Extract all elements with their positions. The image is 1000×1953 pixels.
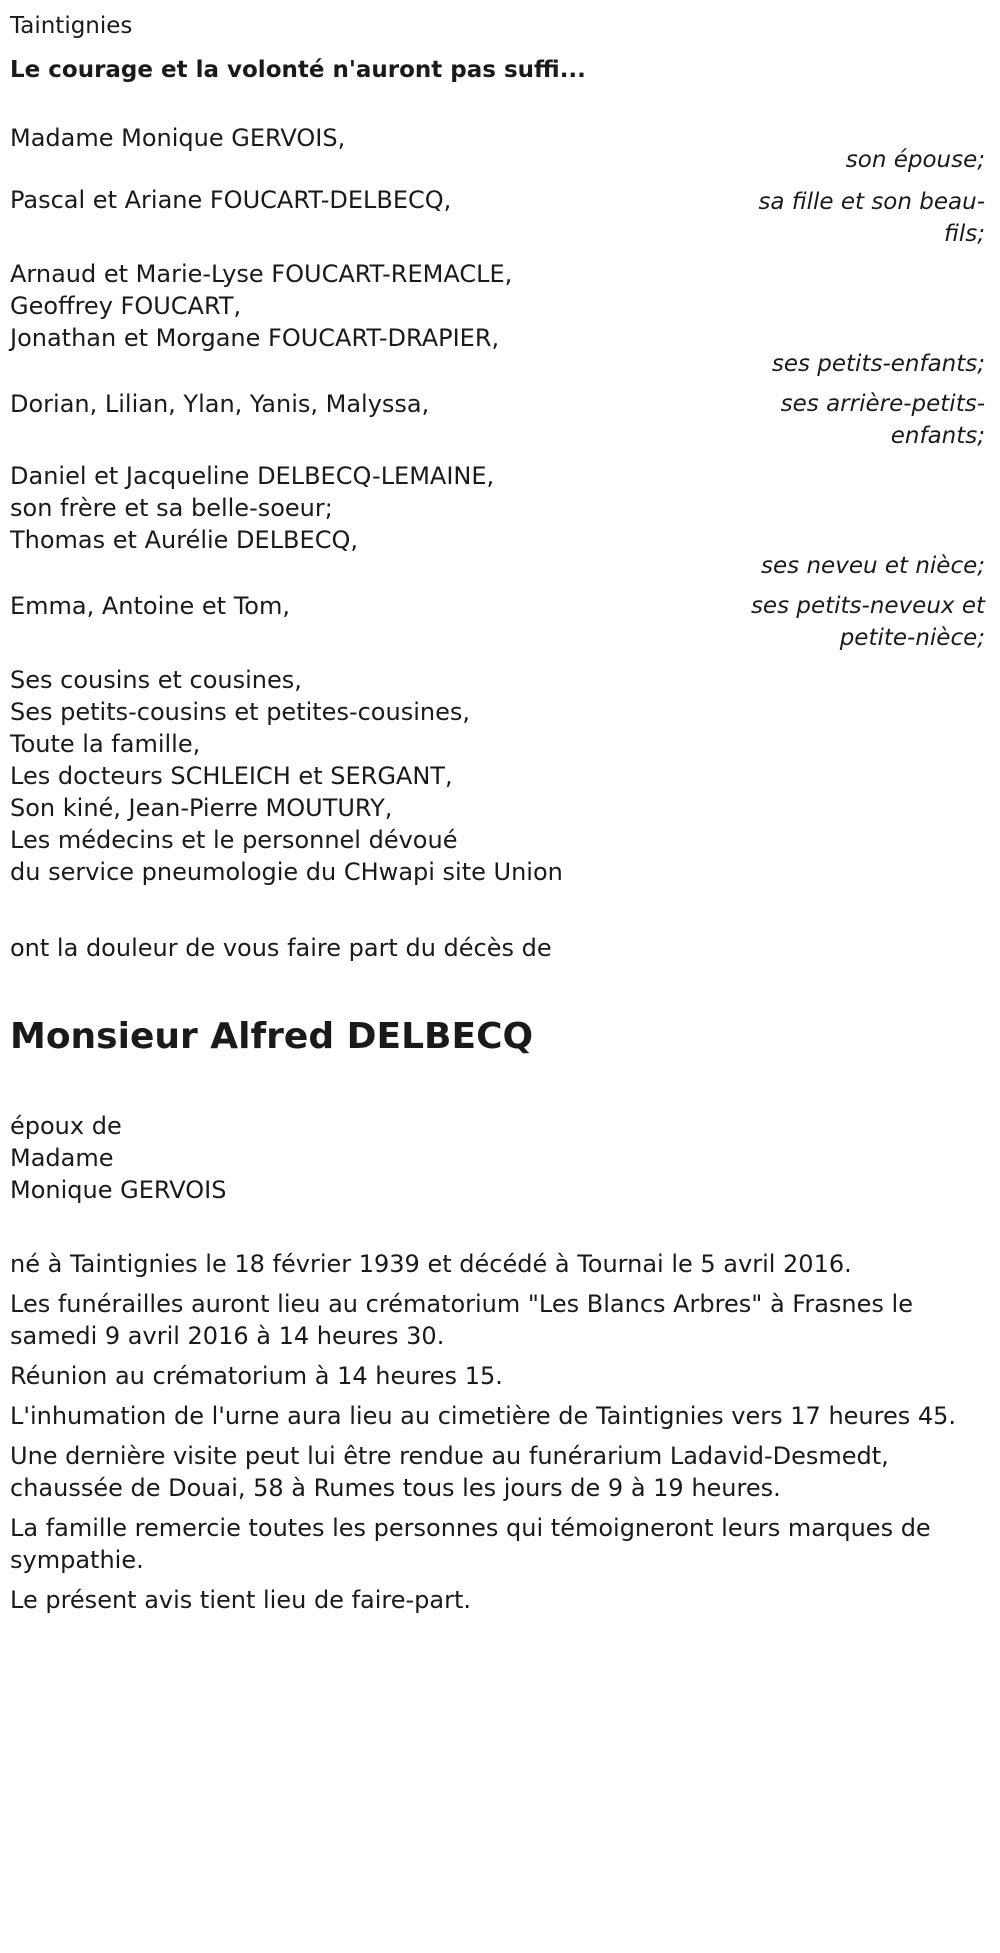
family-name-line: Dorian, Lilian, Ylan, Yanis, Malyssa, — [10, 390, 430, 418]
family-name-line: Daniel et Jacqueline DELBECQ-LEMAINE, — [10, 462, 495, 490]
family-group — [10, 384, 990, 452]
other-mourners — [10, 664, 990, 888]
family-name-line: Emma, Antoine et Tom, — [10, 592, 290, 620]
mourner-line: du service pneumologie du CHwapi site Union — [10, 858, 563, 886]
family-role: son épouse; — [845, 147, 985, 173]
mourner-line: Ses petits-cousins et petites-cousines, — [10, 698, 470, 726]
obituary-notice — [10, 0, 990, 1624]
family-role: sa fille et son beau-fils; — [758, 189, 985, 247]
announcement: ont la douleur de vous faire part du décès de — [10, 934, 552, 962]
family-name-line: Geoffrey FOUCART, — [10, 292, 242, 320]
spouse-line: Madame — [10, 1144, 114, 1172]
mourner-line: Les médecins et le personnel dévoué — [10, 826, 458, 854]
motto: Le courage et la volonté n'auront pas suffi... — [10, 57, 586, 83]
family-name-line: Jonathan et Morgane FOUCART-DRAPIER, — [10, 324, 500, 352]
family-names — [10, 180, 720, 220]
family-name-line: Arnaud et Marie-Lyse FOUCART-REMACLE, — [10, 260, 513, 288]
family-names — [10, 258, 720, 354]
family-role: ses neveu et nièce; — [761, 553, 985, 579]
family-names — [10, 384, 720, 424]
family-name-line: son frère et sa belle-soeur; — [10, 494, 333, 522]
mourner-line: Les docteurs SCHLEICH et SERGANT, — [10, 762, 453, 790]
spouse-line: époux de — [10, 1112, 122, 1140]
funeral-details — [10, 1248, 990, 1616]
mourner-line: Toute la famille, — [10, 730, 201, 758]
family-names — [10, 460, 720, 556]
family-role: ses arrière-petits-enfants; — [780, 391, 985, 449]
detail-paragraph: La famille remercie toutes les personnes qui témoigneront leurs marques de sympathie. — [10, 1514, 931, 1574]
detail-paragraph: L'inhumation de l'urne aura lieu au cimetière de Taintignies vers 17 heures 45. — [10, 1402, 957, 1430]
detail-paragraph: Réunion au crématorium à 14 heures 15. — [10, 1362, 503, 1390]
place-name: Taintignies — [10, 13, 133, 39]
family-name-line: Pascal et Ariane FOUCART-DELBECQ, — [10, 186, 452, 214]
family-name-line: Madame Monique GERVOIS, — [10, 124, 346, 152]
deceased-name: Monsieur Alfred DELBECQ — [10, 1016, 534, 1057]
family-list — [10, 118, 990, 654]
family-role: ses petits-enfants; — [771, 351, 985, 377]
family-group — [10, 118, 990, 180]
detail-paragraph: Les funérailles auront lieu au crématorium "Les Blancs Arbres" à Frasnes le samedi 9 avril 2016 à 14 heures 30. — [10, 1290, 913, 1350]
detail-paragraph: Le présent avis tient lieu de faire-part. — [10, 1586, 472, 1614]
spouse-info — [10, 1110, 990, 1206]
family-group — [10, 460, 990, 586]
mourner-line: Ses cousins et cousines, — [10, 666, 302, 694]
family-name-line: Thomas et Aurélie DELBECQ, — [10, 526, 358, 554]
family-names — [10, 586, 720, 626]
mourner-line: Son kiné, Jean-Pierre MOUTURY, — [10, 794, 393, 822]
family-names — [10, 118, 720, 158]
detail-paragraph: né à Taintignies le 18 février 1939 et décédé à Tournai le 5 avril 2016. — [10, 1250, 852, 1278]
family-group — [10, 180, 990, 250]
family-group — [10, 586, 990, 654]
family-group — [10, 258, 990, 384]
detail-paragraph: Une dernière visite peut lui être rendue au funérarium Ladavid-Desmedt, chaussée de Douai, 58 à Rumes tous les jours de 9 à 19 heures. — [10, 1442, 889, 1502]
spouse-line: Monique GERVOIS — [10, 1176, 227, 1204]
family-role: ses petits-neveux et petite-nièce; — [750, 593, 985, 651]
